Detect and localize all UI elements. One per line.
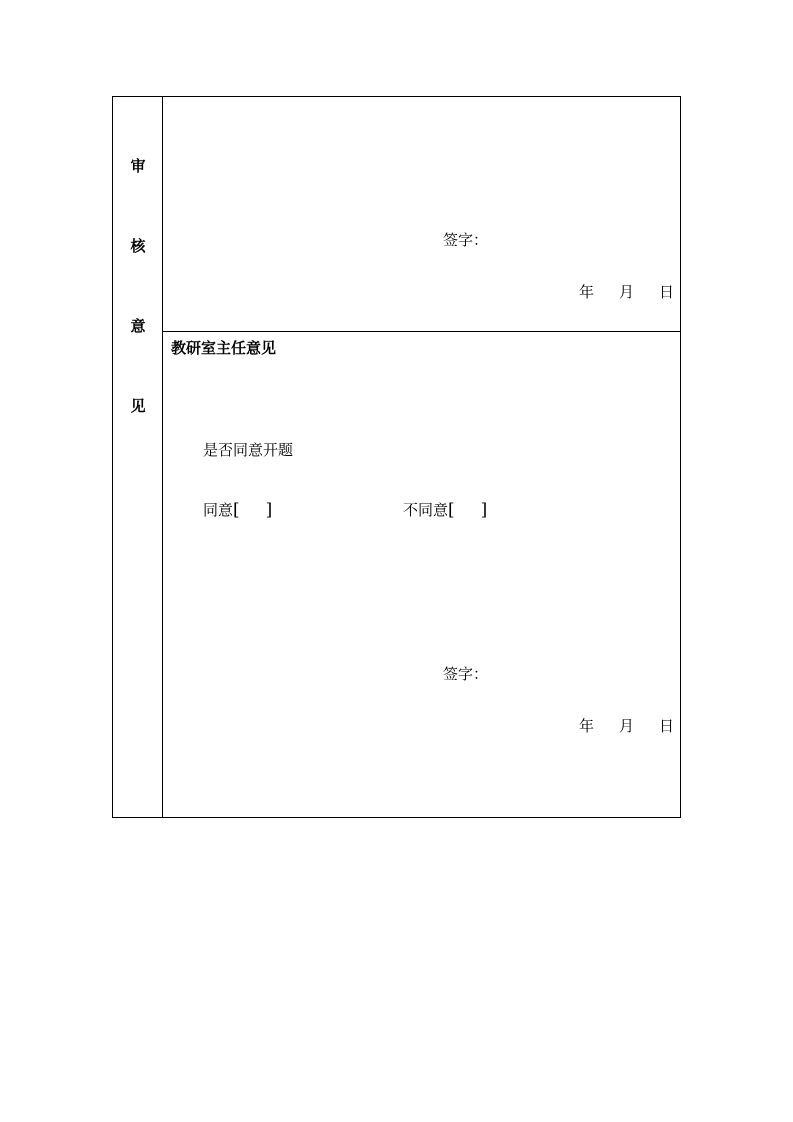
section-divider	[163, 331, 680, 332]
side-label-char: 审	[130, 157, 146, 175]
side-label-column	[113, 97, 163, 817]
agree-bracket-open: [	[233, 500, 240, 520]
side-label-char: 核	[130, 237, 146, 255]
date-year-label: 年	[579, 283, 595, 301]
review-opinion-table	[112, 96, 681, 818]
date-month-label: 月	[619, 717, 635, 735]
agree-option	[203, 501, 272, 519]
agree-bracket-close: ]	[265, 500, 273, 520]
approval-question: 是否同意开题	[203, 441, 294, 459]
side-label-char: 见	[130, 397, 146, 415]
signature-label: 签字：	[443, 231, 489, 249]
disagree-label: 不同意	[403, 501, 449, 519]
disagree-bracket-close: ]	[480, 500, 488, 520]
agree-label: 同意	[203, 501, 234, 519]
disagree-option	[403, 501, 487, 519]
section-title: 教研室主任意见	[171, 339, 277, 357]
date-month-label: 月	[619, 283, 635, 301]
date-year-label: 年	[579, 717, 595, 735]
signature-label: 签字：	[443, 665, 489, 683]
side-label-char: 意	[130, 317, 146, 335]
date-day-label: 日	[659, 717, 675, 735]
disagree-bracket-open: [	[448, 500, 455, 520]
date-day-label: 日	[659, 283, 675, 301]
